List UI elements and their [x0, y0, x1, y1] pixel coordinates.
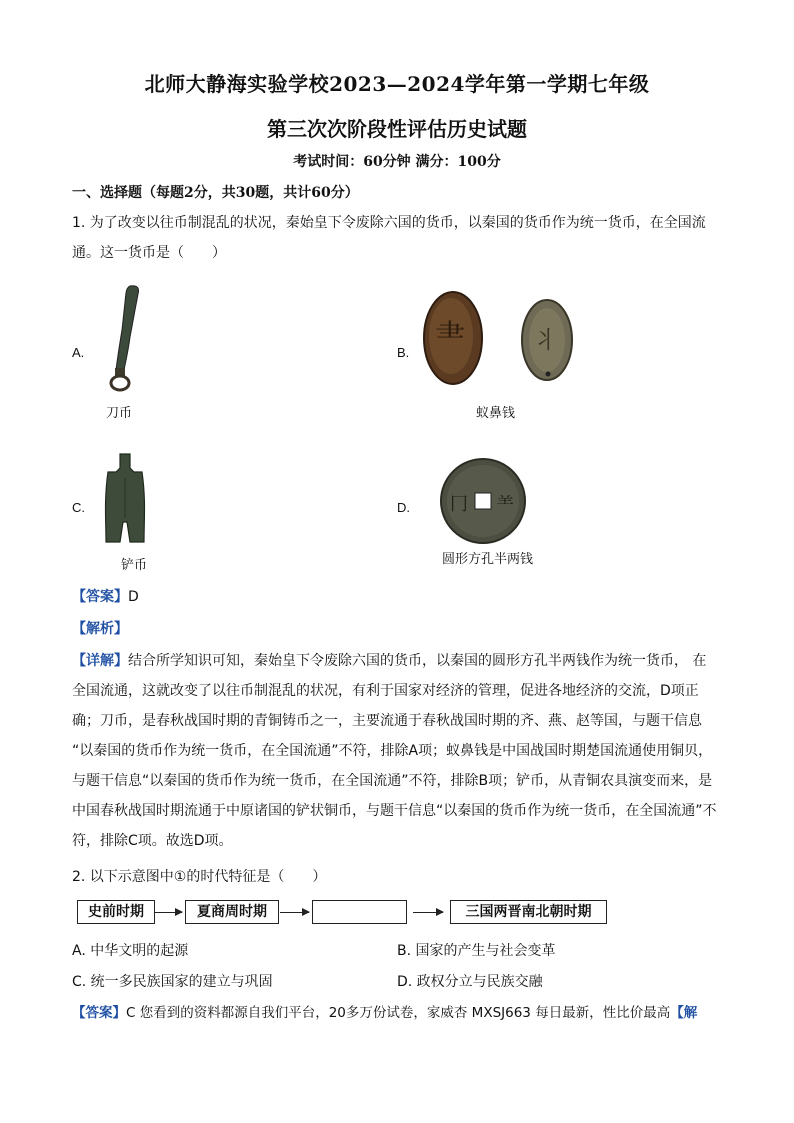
option-a-caption: 刀币	[106, 406, 133, 421]
ant-nose-coin-image	[415, 286, 595, 398]
option-c-label: C.	[72, 500, 85, 515]
option-d-label: D.	[397, 500, 410, 515]
option-c-caption: 铲币	[121, 558, 148, 573]
q1-analysis-tag	[72, 614, 722, 644]
q2-answer	[72, 998, 732, 1028]
svg-text:⺦: ⺦	[533, 326, 557, 354]
banliang-coin-image	[438, 456, 528, 546]
option-b-caption: 蚁鼻钱	[476, 406, 516, 421]
flow-arrow	[155, 912, 182, 913]
q1-detail-line2: 全国流通，这就改变了以往币制混乱的状况，有利于国家对经济的管理，促进各地经济的交流，D项正	[72, 683, 699, 699]
q1-answer	[72, 582, 722, 612]
analysis-tag: 【解析】	[72, 621, 128, 637]
knife-coin-image	[100, 282, 150, 394]
q2-answer-tag: 【答案】	[72, 1005, 126, 1021]
q1-detail-line3: 确；刀币，是春秋战国时期的青铜铸币之一，主要流通于春秋战国时期的齐、燕、赵等国，与题干信息	[72, 713, 702, 729]
q1-detail-line7: 符，排除C项。故选D项。	[72, 833, 233, 849]
q2-answer-text: C 您看到的资料都源自我们平台，20多万份试卷，家威杏 MXSJ663 每日最新，性比价最高	[126, 1005, 671, 1021]
q1-stem-line2: 通。这一货币是（ ）	[72, 245, 226, 261]
exam-info: 考试时间：60分钟 满分：100分	[293, 154, 501, 170]
q1-detail-line1	[72, 646, 722, 676]
answer-value: D	[128, 589, 139, 605]
answer-tag: 【答案】	[72, 589, 128, 605]
q1-detail-line4: “以秦国的货币作为统一货币，在全国流通”不符，排除A项；蚁鼻钱是中国战国时期楚国流通使用铜贝，	[72, 743, 713, 759]
flow-step-xia-shang-zhou: 夏商周时期	[185, 900, 279, 924]
option-d-caption: 圆形方孔半两钱	[442, 552, 534, 567]
flow-step-prehistory: 史前时期	[77, 900, 155, 924]
flow-arrow	[413, 912, 443, 913]
section-heading: 一、选择题（每题2分，共30题，共计60分）	[72, 185, 359, 201]
q1-detail-line5: 与题干信息“以秦国的货币作为统一货币，在全国流通”不符，排除B项；铲币，从青铜农具演变而来，是	[72, 773, 713, 789]
flow-arrow	[280, 912, 309, 913]
exam-subtitle: 第三次次阶段性评估历史试题	[267, 117, 527, 141]
svg-text:⺷: ⺷	[496, 494, 514, 515]
detail-tag: 【详解】	[72, 653, 128, 669]
q2-trailing-tag: 【解	[670, 1005, 698, 1021]
svg-text:⼌: ⼌	[450, 494, 468, 515]
q2-choice-c: C. 统一多民族国家的建立与巩固	[72, 974, 273, 990]
option-a-label: A.	[72, 345, 85, 360]
flow-step-blank	[312, 900, 407, 924]
detail-text: 结合所学知识可知，秦始皇下令废除六国的货币，以秦国的圆形方孔半两钱作为统一货币， 在	[128, 653, 707, 669]
q1-stem-line1: 1. 为了改变以往币制混乱的状况，秦始皇下令废除六国的货币，以秦国的货币作为统一货币，在全国流	[72, 215, 706, 231]
flow-step-three-kingdoms: 三国两晋南北朝时期	[450, 900, 607, 924]
option-b-label: B.	[397, 345, 410, 360]
q2-choice-b: B. 国家的产生与社会变革	[397, 943, 556, 959]
q2-choice-a: A. 中华文明的起源	[72, 943, 189, 959]
q2-choice-d: D. 政权分立与民族交融	[397, 974, 543, 990]
exam-title: 北师大静海实验学校2023—2024学年第一学期七年级	[144, 72, 650, 96]
q1-detail-line6: 中国春秋战国时期流通于中原诸国的铲状铜币，与题干信息“以秦国的货币作为统一货币，在全国流通”不	[72, 803, 717, 819]
svg-text:⺻: ⺻	[435, 319, 465, 354]
q2-stem: 2. 以下示意图中①的时代特征是（ ）	[72, 869, 327, 885]
spade-coin-image	[100, 450, 150, 546]
